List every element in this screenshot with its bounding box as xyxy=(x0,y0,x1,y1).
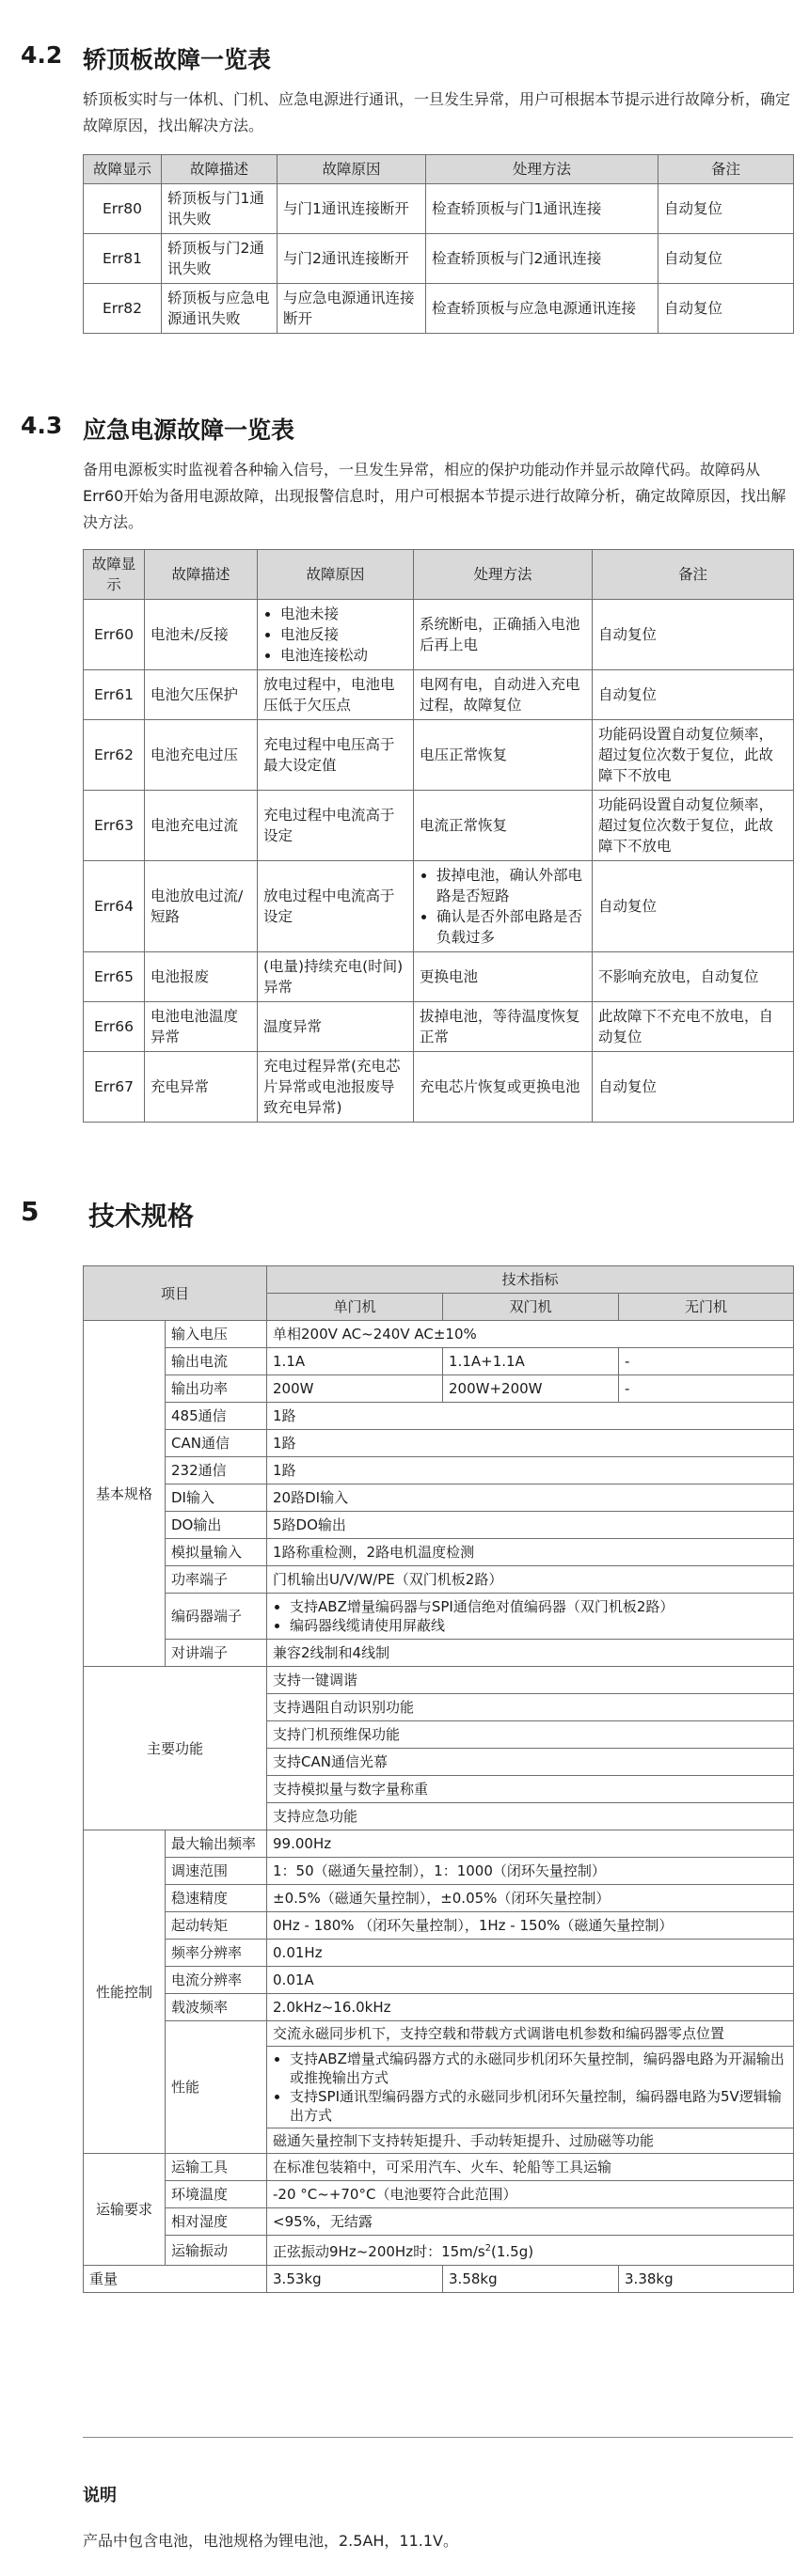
function-item: 支持应急功能 xyxy=(267,1803,794,1830)
emergency-power-fault-table xyxy=(83,549,794,1123)
fault-code: Err62 xyxy=(84,720,145,791)
spec-value: 3.53kg xyxy=(267,2266,443,2293)
spec-value: -20 °C~+70°C（电池要符合此范围） xyxy=(267,2181,794,2208)
table-row xyxy=(84,1830,794,1858)
spec-name: 调速范围 xyxy=(166,1858,267,1885)
column-header: 故障显示 xyxy=(84,550,145,600)
spec-name: DI输入 xyxy=(166,1484,267,1512)
fault-fix: 电压正常恢复 xyxy=(414,720,593,791)
fault-fix: 电网有电，自动进入充电过程，故障复位 xyxy=(414,670,593,720)
fault-note: 自动复位 xyxy=(593,861,794,952)
fault-code: Err63 xyxy=(84,791,145,861)
fault-note: 功能码设置自动复位频率，超过复位次数于复位，此故障下不放电 xyxy=(593,720,794,791)
spec-name: 232通信 xyxy=(166,1457,267,1484)
column-header: 故障描述 xyxy=(145,550,258,600)
fault-description: 轿顶板与门1通讯失败 xyxy=(162,184,278,234)
column-header-spec: 技术指标 xyxy=(267,1266,794,1294)
section-title: 轿顶板故障一览表 xyxy=(83,46,272,73)
fault-fix: 拔掉电池，等待温度恢复正常 xyxy=(414,1002,593,1052)
spec-name: 编码器端子 xyxy=(166,1594,267,1640)
spec-value: 在标准包装箱中，可采用汽车、火车、轮船等工具运输 xyxy=(267,2154,794,2181)
table-row xyxy=(84,1640,794,1667)
spec-name: 环境温度 xyxy=(166,2181,267,2208)
vibration-text-suffix: (1.5g) xyxy=(491,2243,534,2260)
fault-cause: 充电过程中电压高于最大设定值 xyxy=(258,720,414,791)
spec-value: 兼容2线制和4线制 xyxy=(267,1640,794,1667)
table-row xyxy=(84,1594,794,1640)
list-item: • 电池反接 xyxy=(280,624,407,645)
group-main-functions: 主要功能 xyxy=(84,1667,267,1830)
column-header: 备注 xyxy=(593,550,794,600)
table-row xyxy=(84,1512,794,1539)
fault-fix: 更换电池 xyxy=(414,952,593,1002)
table-row xyxy=(84,1348,794,1375)
column-header: 故障显示 xyxy=(84,155,162,184)
table-row xyxy=(84,720,794,791)
table-row xyxy=(84,2236,794,2266)
fault-cause xyxy=(258,600,414,670)
table-row xyxy=(84,1667,794,1694)
spec-value xyxy=(267,1594,794,1640)
fault-cause: 放电过程中电流高于设定 xyxy=(258,861,414,952)
spec-name: 最大输出频率 xyxy=(166,1830,267,1858)
spec-name: 输入电压 xyxy=(166,1321,267,1348)
fault-description: 轿顶板与应急电源通讯失败 xyxy=(162,284,278,334)
spec-value: 2.0kHz~16.0kHz xyxy=(267,1994,794,2021)
divider xyxy=(83,2437,793,2438)
spec-name: 电流分辨率 xyxy=(166,1967,267,1994)
fault-note: 自动复位 xyxy=(593,600,794,670)
table-row xyxy=(84,1002,794,1052)
group-transport: 运输要求 xyxy=(84,2154,166,2266)
table-row xyxy=(84,1430,794,1457)
tech-spec-table xyxy=(83,1265,794,2293)
spec-name: 稳速精度 xyxy=(166,1885,267,1912)
fault-code: Err80 xyxy=(84,184,162,234)
spec-name: 对讲端子 xyxy=(166,1640,267,1667)
table-row xyxy=(84,234,794,284)
fault-fix: 电流正常恢复 xyxy=(414,791,593,861)
spec-value: - xyxy=(619,1375,794,1403)
vibration-exponent: 2 xyxy=(484,2243,492,2254)
section-4-3-heading xyxy=(21,412,294,446)
table-row xyxy=(84,284,794,334)
fault-cause: 与门2通讯连接断开 xyxy=(278,234,426,284)
table-row xyxy=(84,2154,794,2181)
note-body: 产品中包含电池，电池规格为锂电池，2.5AH，11.1V。 xyxy=(83,2532,458,2550)
list-item: • 支持SPI通讯型编码器方式的永磁同步机闭环矢量控制，编码器电路为5V逻辑输出方式 xyxy=(290,2087,787,2125)
spec-name: 载波频率 xyxy=(166,1994,267,2021)
spec-value: 1：50（磁通矢量控制），1：1000（闭环矢量控制） xyxy=(267,1858,794,1885)
fault-note: 不影响充放电，自动复位 xyxy=(593,952,794,1002)
column-header-no-door: 无门机 xyxy=(619,1294,794,1321)
spec-value: <95%，无结露 xyxy=(267,2208,794,2236)
spec-value: 1路 xyxy=(267,1403,794,1430)
spec-value: 0Hz - 180% （闭环矢量控制），1Hz - 150%（磁通矢量控制） xyxy=(267,1912,794,1940)
fault-fix: 检查轿顶板与门2通讯连接 xyxy=(426,234,658,284)
spec-name: 运输振动 xyxy=(166,2236,267,2266)
spec-value: 1路 xyxy=(267,1430,794,1457)
function-item: 支持门机预维保功能 xyxy=(267,1721,794,1749)
perf-line: 交流永磁同步机下，支持空载和带载方式调谐电机参数和编码器零点位置 xyxy=(267,2021,793,2047)
cause-list xyxy=(263,604,407,666)
fault-code: Err81 xyxy=(84,234,162,284)
fault-fix xyxy=(414,861,593,952)
fault-code: Err82 xyxy=(84,284,162,334)
spec-value xyxy=(267,2021,794,2154)
fault-cause: 温度异常 xyxy=(258,1002,414,1052)
fault-code: Err65 xyxy=(84,952,145,1002)
fault-note: 自动复位 xyxy=(658,284,794,334)
list-item: • 编码器线缆请使用屏蔽线 xyxy=(290,1616,787,1635)
fault-description: 充电异常 xyxy=(145,1052,258,1123)
list-item: • 支持ABZ增量式编码器方式的永磁同步机闭环矢量控制，编码器电路为开漏输出或推挽输出方式 xyxy=(290,2050,787,2087)
table-row xyxy=(84,1375,794,1403)
fault-description: 电池充电过流 xyxy=(145,791,258,861)
spec-value: 1.1A xyxy=(267,1348,443,1375)
table-row xyxy=(84,1484,794,1512)
spec-name: 功率端子 xyxy=(166,1566,267,1594)
spec-value: 0.01A xyxy=(267,1967,794,1994)
table-row xyxy=(84,1994,794,2021)
group-performance-control: 性能控制 xyxy=(84,1830,166,2154)
table-row xyxy=(84,2181,794,2208)
spec-value: 200W xyxy=(267,1375,443,1403)
table-row xyxy=(84,1912,794,1940)
table-row xyxy=(84,1403,794,1430)
spec-name: CAN通信 xyxy=(166,1430,267,1457)
section-number: 4.2 xyxy=(21,41,63,69)
table-row xyxy=(84,952,794,1002)
spec-value: 1.1A+1.1A xyxy=(443,1348,619,1375)
vibration-text: 正弦振动9Hz~200Hz时：15m/s xyxy=(273,2243,485,2260)
fault-cause: 与门1通讯连接断开 xyxy=(278,184,426,234)
table-header-row xyxy=(84,1266,794,1294)
list-item: • 支持ABZ增量编码器与SPI通信绝对值编码器（双门机板2路） xyxy=(290,1597,787,1616)
list-item: • 电池连接松动 xyxy=(280,645,407,666)
fault-description: 电池未/反接 xyxy=(145,600,258,670)
perf-line: 磁通矢量控制下支持转矩提升、手动转矩提升、过励磁等功能 xyxy=(273,2132,655,2149)
function-item: 支持遇阻自动识别功能 xyxy=(267,1694,794,1721)
table-row xyxy=(84,1539,794,1566)
fault-note: 自动复位 xyxy=(658,184,794,234)
group-basic-spec: 基本规格 xyxy=(84,1321,166,1667)
table-row xyxy=(84,600,794,670)
fault-code: Err64 xyxy=(84,861,145,952)
spec-value: 1路称重检测，2路电机温度检测 xyxy=(267,1539,794,1566)
fault-note: 此故障下不充电不放电，自动复位 xyxy=(593,1002,794,1052)
table-header-row xyxy=(84,550,794,600)
spec-name: 运输工具 xyxy=(166,2154,267,2181)
table-row xyxy=(84,670,794,720)
spec-value: 20路DI输入 xyxy=(267,1484,794,1512)
spec-name: 输出电流 xyxy=(166,1348,267,1375)
note-title: 说明 xyxy=(83,2486,117,2505)
door-board-fault-table xyxy=(83,154,794,334)
fault-cause: 充电过程异常(充电芯片异常或电池报废导致充电异常) xyxy=(258,1052,414,1123)
spec-value: 3.38kg xyxy=(619,2266,794,2293)
spec-value: 5路DO输出 xyxy=(267,1512,794,1539)
section-4-2-heading xyxy=(21,41,271,75)
table-row xyxy=(84,1321,794,1348)
fault-cause: 放电过程中，电池电压低于欠压点 xyxy=(258,670,414,720)
list-item: • 拔掉电池，确认外部电路是否短路 xyxy=(436,865,586,906)
table-row xyxy=(84,1052,794,1123)
spec-name: DO输出 xyxy=(166,1512,267,1539)
section-4-2-intro: 轿顶板实时与一体机、门机、应急电源进行通讯，一旦发生异常，用户可根据本节提示进行故障分析，确定故障原因，找出解决方法。 xyxy=(83,90,791,134)
fault-fix: 检查轿顶板与应急电源通讯连接 xyxy=(426,284,658,334)
column-header: 备注 xyxy=(658,155,794,184)
section-title: 应急电源故障一览表 xyxy=(83,416,295,444)
spec-name: 输出功率 xyxy=(166,1375,267,1403)
spec-value: ±0.5%（磁通矢量控制），±0.05%（闭环矢量控制） xyxy=(267,1885,794,1912)
table-row xyxy=(84,861,794,952)
fault-fix: 检查轿顶板与门1通讯连接 xyxy=(426,184,658,234)
column-header: 故障描述 xyxy=(162,155,278,184)
fault-description: 电池电池温度异常 xyxy=(145,1002,258,1052)
table-row xyxy=(84,2208,794,2236)
spec-value: 单相200V AC~240V AC±10% xyxy=(267,1321,794,1348)
fault-code: Err60 xyxy=(84,600,145,670)
spec-name: 相对湿度 xyxy=(166,2208,267,2236)
fault-description: 电池放电过流/短路 xyxy=(145,861,258,952)
table-row xyxy=(84,1967,794,1994)
spec-value: 3.58kg xyxy=(443,2266,619,2293)
table-row xyxy=(84,1885,794,1912)
spec-name: 485通信 xyxy=(166,1403,267,1430)
spec-value xyxy=(267,2236,794,2266)
list-item: • 确认是否外部电路是否负载过多 xyxy=(436,906,586,948)
section-title: 技术规格 xyxy=(88,1201,195,1232)
spec-value: 1路 xyxy=(267,1457,794,1484)
column-header-double-door: 双门机 xyxy=(443,1294,619,1321)
fault-code: Err67 xyxy=(84,1052,145,1123)
list-item: • 电池未接 xyxy=(280,604,407,624)
fault-description: 电池充电过压 xyxy=(145,720,258,791)
table-row xyxy=(84,2021,794,2154)
function-item: 支持模拟量与数字量称重 xyxy=(267,1776,794,1803)
table-row xyxy=(84,184,794,234)
table-row xyxy=(84,1940,794,1967)
fault-description: 电池报废 xyxy=(145,952,258,1002)
fault-cause: 充电过程中电流高于设定 xyxy=(258,791,414,861)
perf-list xyxy=(267,2047,793,2128)
spec-name: 重量 xyxy=(84,2266,267,2293)
fault-code: Err61 xyxy=(84,670,145,720)
function-item: 支持一键调谐 xyxy=(267,1667,794,1694)
spec-value: 200W+200W xyxy=(443,1375,619,1403)
fault-note: 自动复位 xyxy=(593,670,794,720)
spec-value: 门机输出U/V/W/PE（双门机板2路） xyxy=(267,1566,794,1594)
column-header-item: 项目 xyxy=(84,1266,267,1321)
fault-cause: 与应急电源通讯连接断开 xyxy=(278,284,426,334)
table-row xyxy=(84,1457,794,1484)
column-header: 故障原因 xyxy=(258,550,414,600)
column-header: 故障原因 xyxy=(278,155,426,184)
table-row xyxy=(84,1566,794,1594)
column-header: 处理方法 xyxy=(426,155,658,184)
fault-fix: 充电芯片恢复或更换电池 xyxy=(414,1052,593,1123)
fault-cause: (电量)持续充电(时间)异常 xyxy=(258,952,414,1002)
fault-note: 自动复位 xyxy=(658,234,794,284)
encoder-list xyxy=(273,1597,787,1635)
section-5-heading xyxy=(21,1196,194,1233)
column-header-single-door: 单门机 xyxy=(267,1294,443,1321)
table-row xyxy=(84,791,794,861)
spec-value: 99.00Hz xyxy=(267,1830,794,1858)
spec-value: - xyxy=(619,1348,794,1375)
spec-name: 性能 xyxy=(166,2021,267,2154)
fault-note: 自动复位 xyxy=(593,1052,794,1123)
spec-value: 0.01Hz xyxy=(267,1940,794,1967)
section-number: 5 xyxy=(21,1196,40,1227)
table-header-row xyxy=(84,155,794,184)
table-row xyxy=(84,1858,794,1885)
spec-name: 起动转矩 xyxy=(166,1912,267,1940)
function-item: 支持CAN通信光幕 xyxy=(267,1749,794,1776)
fault-note: 功能码设置自动复位频率，超过复位次数于复位，此故障下不放电 xyxy=(593,791,794,861)
fault-code: Err66 xyxy=(84,1002,145,1052)
fault-fix: 系统断电，正确插入电池后再上电 xyxy=(414,600,593,670)
fix-list xyxy=(420,865,586,948)
fault-description: 电池欠压保护 xyxy=(145,670,258,720)
section-number: 4.3 xyxy=(21,412,63,439)
fault-description: 轿顶板与门2通讯失败 xyxy=(162,234,278,284)
spec-name: 频率分辨率 xyxy=(166,1940,267,1967)
table-row xyxy=(84,2266,794,2293)
column-header: 处理方法 xyxy=(414,550,593,600)
section-4-3-intro: 备用电源板实时监视着各种输入信号，一旦发生异常，相应的保护功能动作并显示故障代码。故障码从Err60开始为备用电源故障，出现报警信息时，用户可根据本节提示进行故障分析，确定故障原因，找出解决方法。 xyxy=(83,461,786,531)
spec-name: 模拟量输入 xyxy=(166,1539,267,1566)
